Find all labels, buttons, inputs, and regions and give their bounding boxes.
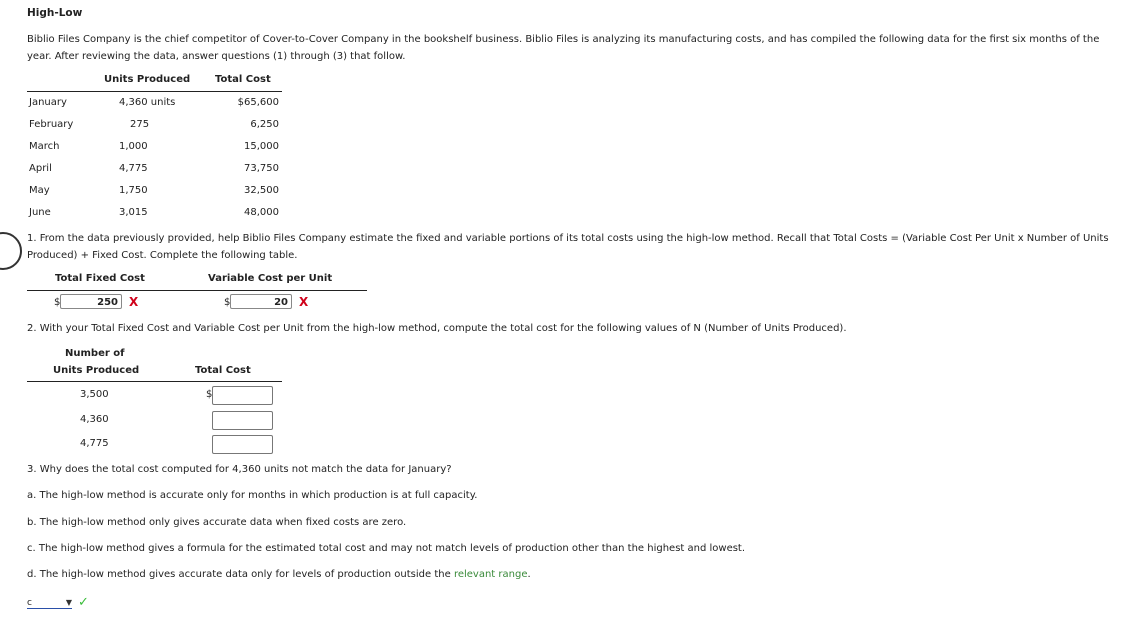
q2-units: 4,775: [80, 438, 109, 449]
chevron-down-icon: ▼: [65, 598, 72, 607]
row-cost: 6,250: [250, 119, 279, 130]
q3-text: 3. Why does the total cost computed for 4,360 units not match the data for January?: [27, 464, 452, 475]
q2-dollar-sign: $: [206, 389, 213, 400]
row-units: 4,360 units: [119, 97, 176, 108]
row-cost: 15,000: [244, 141, 279, 152]
q2-header-total-cost: Total Cost: [195, 365, 251, 376]
q3-option-a: a. The high-low method is accurate only for months in which production is at full capacity.: [27, 490, 478, 501]
row-cost: 73,750: [244, 163, 279, 174]
incorrect-x-icon: X: [129, 295, 139, 309]
answer-select[interactable]: [27, 598, 72, 609]
row-units: 1,000: [119, 141, 148, 152]
q3-option-d-suffix: .: [527, 569, 531, 580]
q1-text: 1. From the data previously provided, help Biblio Files Company estimate the fixed and variable portions of its total costs using the high-low method. Recall that Total Costs = (Variable Cost Per Unit x Number of Units Produced) + Fixed Cost. Complete the following table.: [27, 233, 1109, 261]
row-units: 275: [130, 119, 150, 130]
header-units-produced: Units Produced: [104, 74, 191, 85]
q2-text: 2. With your Total Fixed Cost and Variable Cost per Unit from the high-low method, compute the total cost for the following values of N (Number of Units Produced).: [27, 323, 847, 334]
header-total-cost: Total Cost: [215, 74, 271, 85]
correct-check-icon: ✓: [78, 595, 89, 610]
row-month: April: [29, 163, 52, 174]
q3-option-d: [27, 569, 531, 580]
q2-header-units-line2: Units Produced: [53, 365, 140, 376]
q2-header-units-line1: Number of: [65, 348, 125, 359]
row-units: 1,750: [119, 185, 148, 196]
table-divider: [27, 91, 282, 92]
q3-option-b: b. The high-low method only gives accurate data when fixed costs are zero.: [27, 517, 407, 528]
q2-units: 4,360: [80, 414, 109, 425]
q3-option-c: c. The high-low method gives a formula for the estimated total cost and may not match levels of production other than the highest and lowest.: [27, 543, 746, 554]
incorrect-x-icon: X: [299, 295, 309, 309]
q1-header-variable: Variable Cost per Unit: [208, 273, 333, 284]
fixed-cost-input[interactable]: 250: [60, 294, 122, 309]
row-month: June: [29, 207, 51, 218]
q1-header-fixed: Total Fixed Cost: [55, 273, 145, 284]
row-cost: 32,500: [244, 185, 279, 196]
page-title: High-Low: [27, 7, 83, 19]
intro-paragraph: Biblio Files Company is the chief competitor of Cover-to-Cover Company in the bookshelf business. Biblio Files is analyzing its manufacturing costs, and has compiled the following data for the first six months of the year. After reviewing the data, answer questions (1) through (3) that follow.: [27, 34, 1100, 62]
row-month: January: [29, 97, 67, 108]
q3-option-d-text: d. The high-low method gives accurate data only for levels of production outside the: [27, 569, 454, 580]
row-month: March: [29, 141, 60, 152]
total-cost-input-3500[interactable]: [212, 386, 273, 405]
variable-cost-input[interactable]: 20: [230, 294, 292, 309]
row-month: February: [29, 119, 74, 130]
total-cost-input-4775[interactable]: [212, 435, 273, 454]
q2-units: 3,500: [80, 389, 109, 400]
total-cost-input-4360[interactable]: [212, 411, 273, 430]
answer-select-value: c: [27, 598, 32, 608]
q1-dollar-sign: $: [224, 297, 231, 308]
row-cost: $65,600: [237, 97, 279, 108]
row-units: 3,015: [119, 207, 148, 218]
row-units: 4,775: [119, 163, 148, 174]
q1-dollar-sign: $: [54, 297, 61, 308]
row-month: May: [29, 185, 50, 196]
q2-divider: [27, 381, 282, 382]
row-cost: 48,000: [244, 207, 279, 218]
q1-divider: [27, 290, 367, 291]
side-nav-circle[interactable]: [0, 232, 22, 270]
relevant-range-link[interactable]: relevant range: [453, 569, 528, 580]
